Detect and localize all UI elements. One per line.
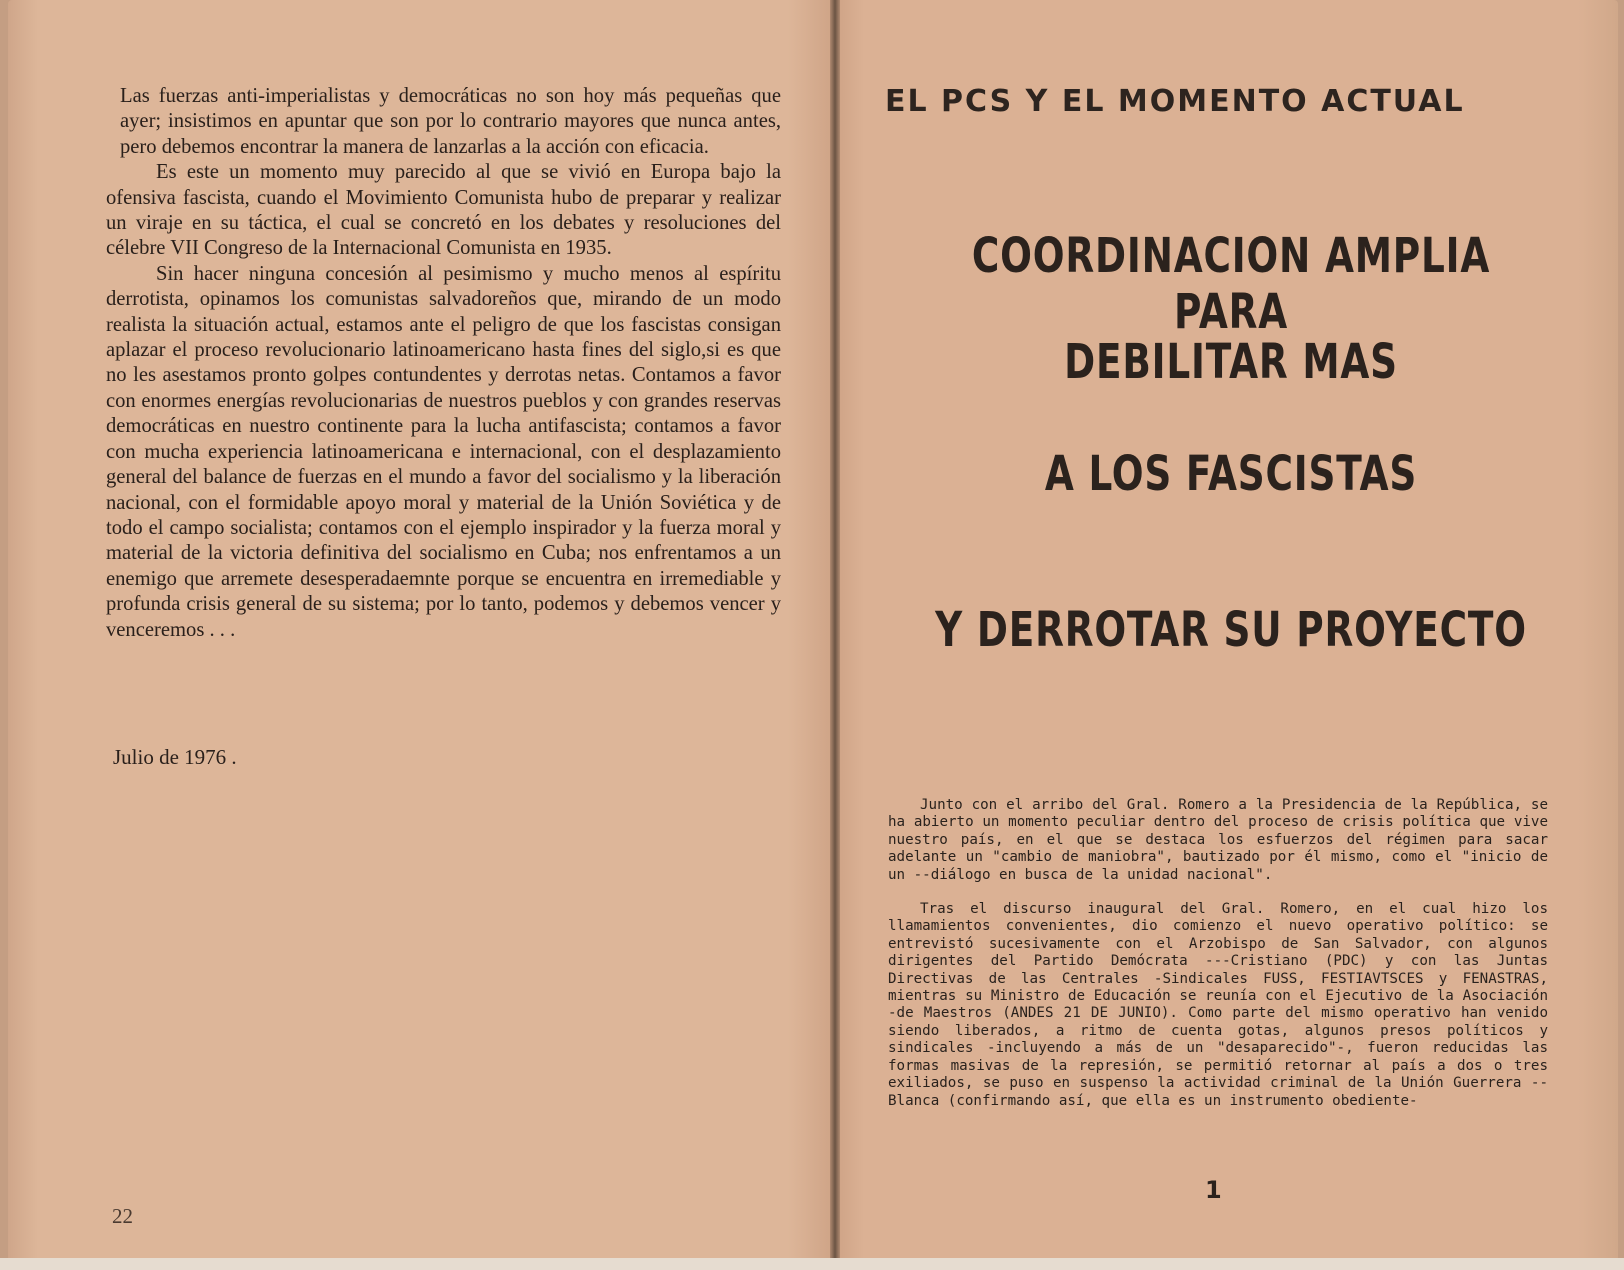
left-paragraph: Las fuerzas anti-imperialistas y democráticas no son hoy más pequeñas que ayer; insistimos en apuntar que son por lo contrario mayores que nunca antes, pero debemos encontrar la manera de lanzarlas a la acción con eficacia. <box>120 85 781 158</box>
book-gutter <box>830 0 840 1262</box>
section-kicker: EL PCS Y EL MOMENTO ACTUAL <box>885 84 1465 119</box>
headline-line: Y DERROTAR SU PROYECTO <box>935 602 1527 658</box>
scan-bottom-edge <box>0 1258 1624 1270</box>
right-paragraph: Tras el discurso inaugural del Gral. Romero, en el cual hizo los llamamientos convenientes, dio comienzo el nuevo operativo político: se entrevistó sucesivamente con el Arzobispo de San Salvador, con algunos dirigentes del Partido Demócrata ---Cristiano (PDC) y con las Juntas Directivas de las Centrales -Sindicales FUSS, FESTIAVTSCES y FENASTRAS, mientras su Ministro de Educación se reunía con el Ejecutivo de la Asociación -de Maestros (ANDES 21 DE JUNIO). Como parte del mismo operativo han venido siendo liberados, a ritmo de cuenta gotas, algunos presos políticos y sindicales -incluyendo a más de un "desaparecido"-, fueron reducidas las formas masivas de la represión, se permitió retornar al país a dos o tres exiliados, se puso en suspenso la actividad criminal de la Unión Guerrera --Blanca (confirmando así, que ella es un instrumento obediente- <box>888 901 1548 1109</box>
headline-line: DEBILITAR MAS <box>1064 334 1398 390</box>
headline-line: A LOS FASCISTAS <box>1044 446 1418 502</box>
left-paragraph: Es este un momento muy parecido al que se vivió en Europa bajo la ofensiva fascista, cuando el Movimiento Comunista hubo de preparar y realizar un viraje en su táctica, el cual se concretó en los debates y resoluciones del célebre VII Congreso de la Internacional Comunista en 1935. <box>106 161 781 260</box>
page-number-left: 22 <box>112 1204 133 1228</box>
left-paragraph: Sin hacer ninguna concesión al pesimismo y mucho menos al espíritu derrotista, opinamos los comunistas salvadoreños que, mirando de un modo realista la situación actual, estamos ante el peligro de que los fascistas consigan aplazar el proceso revolucionario latinoamericano hasta fines del siglo,si es que no les asestamos pronto golpes contundentes y derrotas netas. Contamos a favor con enormes energías revolucionarias de nuestros pueblos y con grandes reservas democráticas en nuestro continente para la lucha antifascista; contamos a favor con mucha experiencia latinoamericana e internacional, con el desplazamiento general del balance de fuerzas en el mundo a favor del socialismo y la liberación nacional, con el formidable apoyo moral y material de la Unión Soviética y de todo el campo socialista; contamos con el ejemplo inspirador y la fuerza moral y material de la victoria definitiva del socialismo en Cuba; nos enfrentamos a un enemigo que arremete desesperadaemnte porque se encuentra en irremediable y profunda crisis general de su sistema; por lo tanto, podemos y debemos vencer y venceremos . . . <box>106 262 781 641</box>
headline-line: COORDINACION AMPLIA PARA <box>971 228 1491 340</box>
right-paragraph: Junto con el arribo del Gral. Romero a la Presidencia de la República, se ha abierto un momento peculiar dentro del proceso de crisis política que vive nuestro país, en el que se destaca los esfuerzos del régimen para sacar adelante un "cambio de maniobra", bautizado por él mismo, como el "inicio de un --diálogo en busca de la unidad nacional". <box>888 797 1548 883</box>
date-signature: Julio de 1976 . <box>113 745 237 769</box>
page-number-right: 1 <box>1205 1176 1222 1204</box>
right-page-body <box>888 797 1548 1127</box>
left-page-body <box>106 84 781 643</box>
